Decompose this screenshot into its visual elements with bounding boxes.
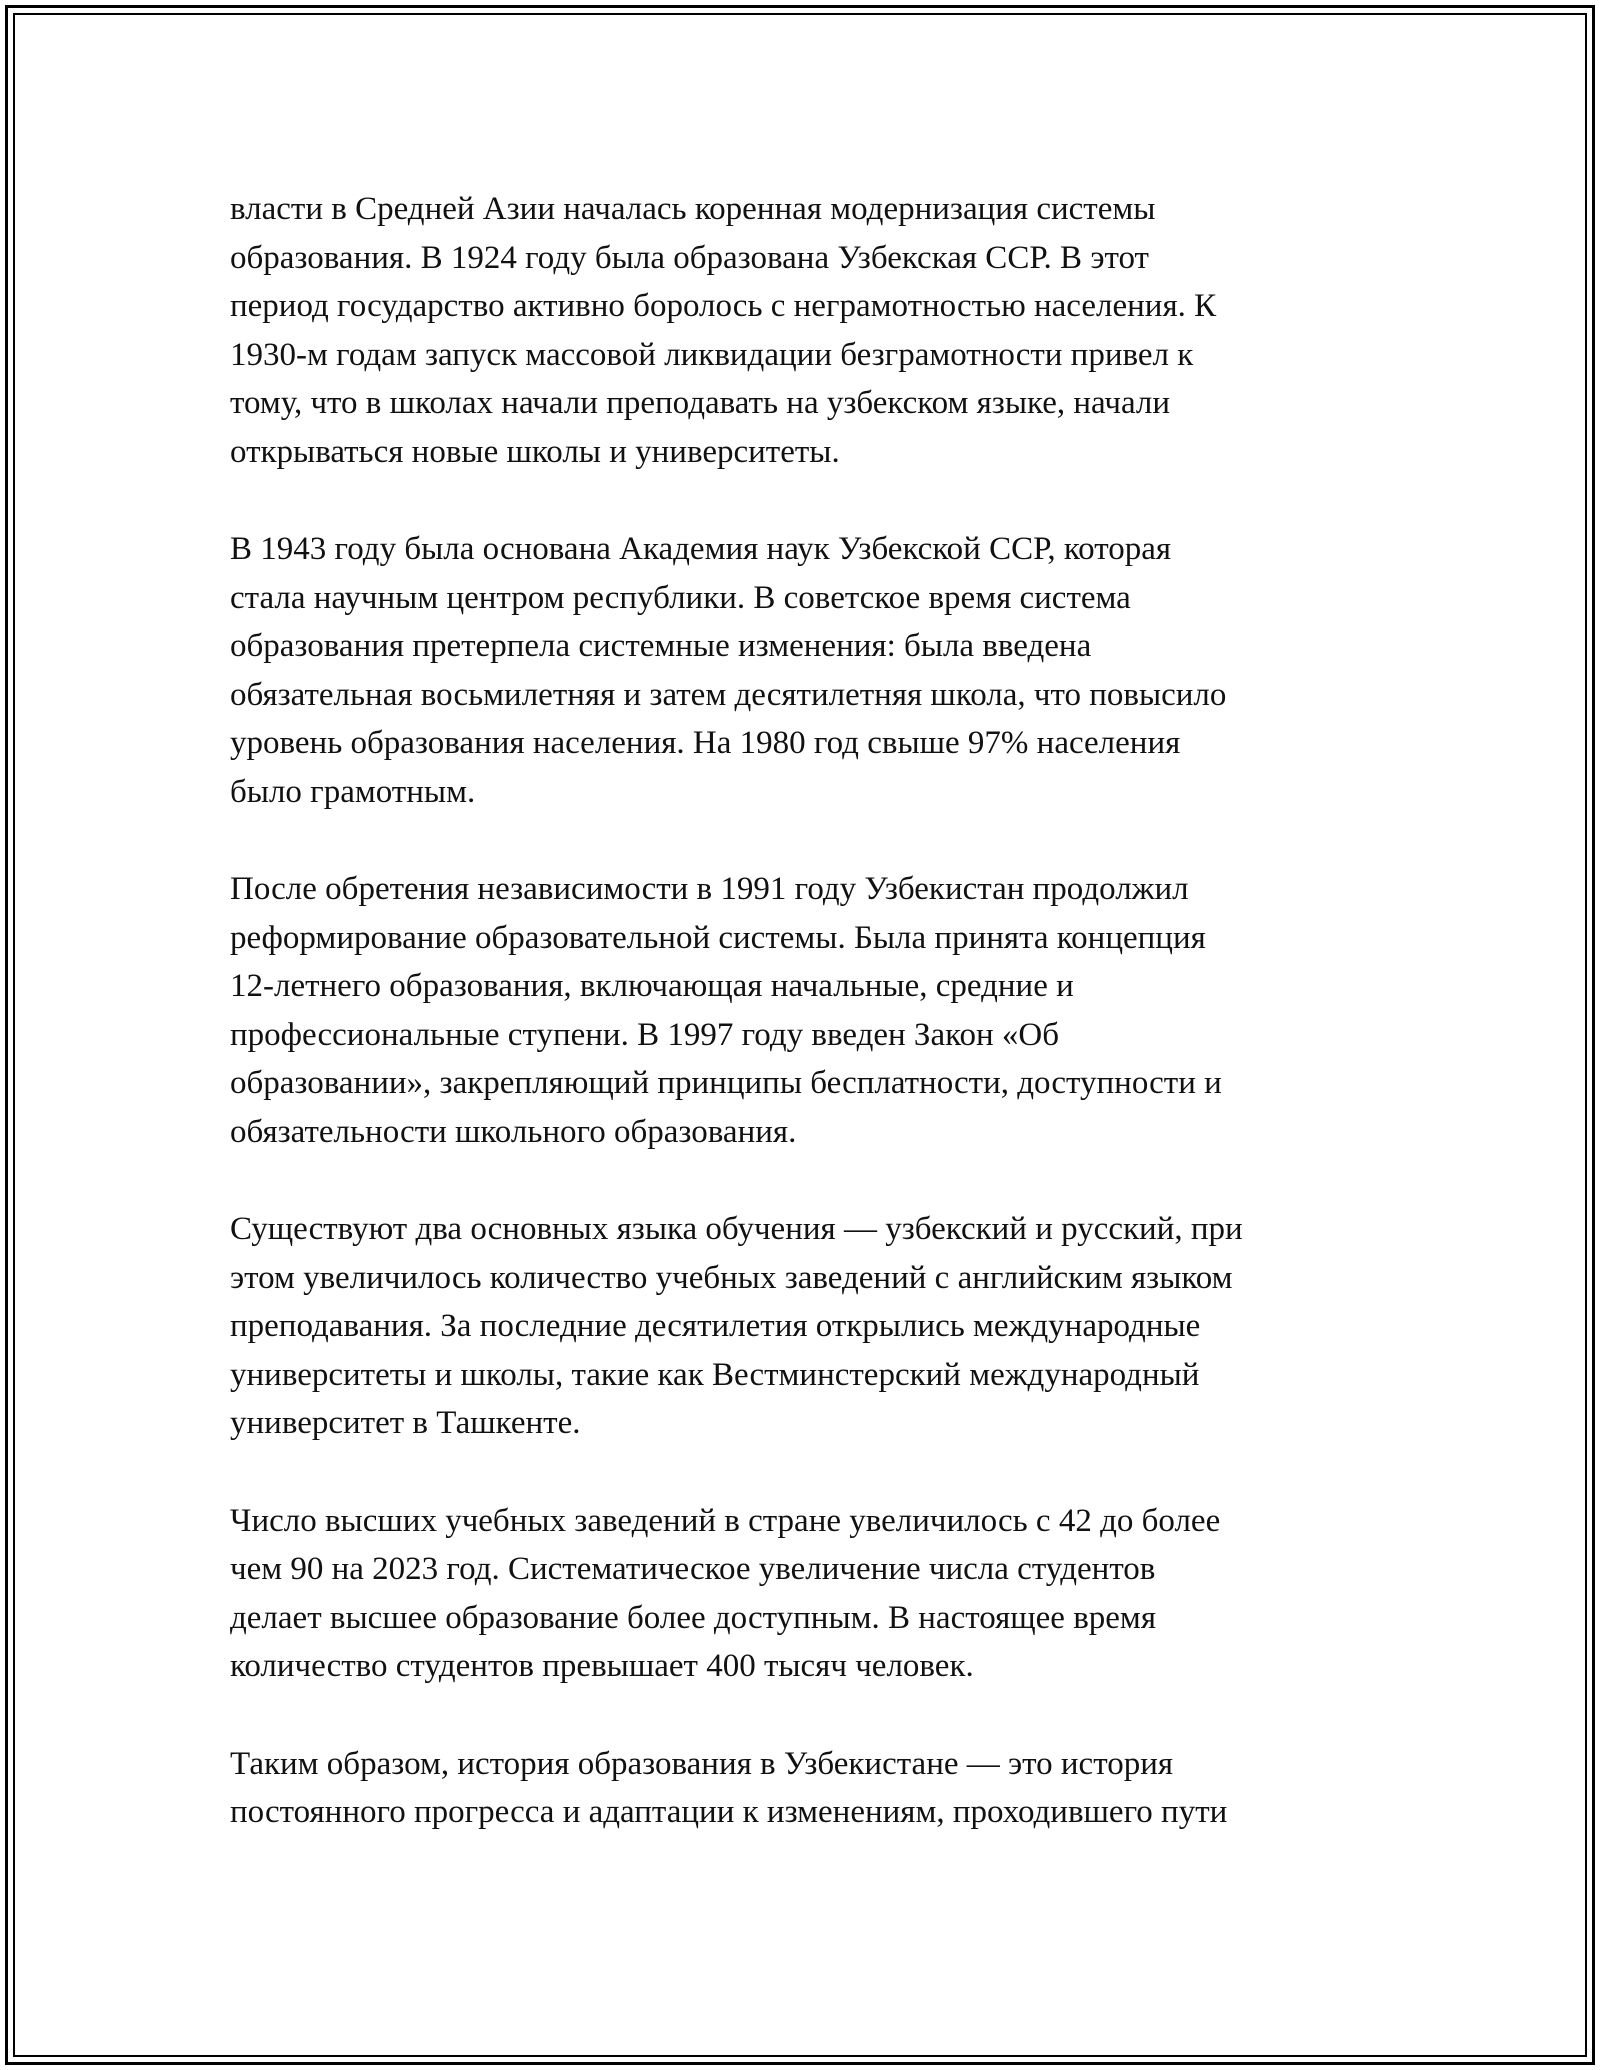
text-line: образовании», закрепляющий принципы бесплатности, доступности и (230, 1065, 1222, 1101)
text-line: Число высших учебных заведений в стране увеличилось с 42 до более (230, 1502, 1221, 1539)
document-body (230, 185, 1400, 1886)
text-line: реформирование образовательной системы. Была принята концепция (230, 919, 1206, 956)
text-line: В 1943 году была основана Академия наук Узбекской ССР, которая (230, 531, 1172, 567)
text-line: было грамотным. (230, 773, 476, 810)
text-line: стала научным центром республики. В советское время система (230, 579, 1131, 616)
text-line: количество студентов превышает 400 тысяч человек. (230, 1648, 974, 1684)
text-line: 12-летнего образования, включающая начальные, средние и (230, 968, 1074, 1004)
text-line: преподавания. За последние десятилетия открылись международные (230, 1308, 1201, 1344)
text-line: университеты и школы, такие как Вестминстерский международный (230, 1356, 1200, 1393)
paragraph-4 (230, 1205, 1400, 1448)
text-line: обязательная восьмилетняя и затем десятилетняя школа, что повысило (230, 676, 1227, 713)
text-line: постоянного прогресса и адаптации к изменениям, проходившего пути (230, 1794, 1228, 1830)
text-line: этом увеличилось количество учебных заведений с английским языком (230, 1259, 1233, 1296)
text-line: уровень образования населения. На 1980 год свыше 97% населения (230, 725, 1181, 761)
text-line: делает высшее образование более доступным. В настоящее время (230, 1599, 1156, 1636)
text-line: период государство активно боролось с неграмотностью населения. К (230, 288, 1217, 324)
paragraph-6 (230, 1740, 1400, 1837)
text-line: профессиональные ступени. В 1997 году введен Закон «Об (230, 1016, 1059, 1053)
text-line: 1930-м годам запуск массовой ликвидации безграмотности привел к (230, 336, 1194, 373)
paragraph-5 (230, 1497, 1400, 1691)
text-line: образования. В 1924 году была образована Узбекская ССР. В этот (230, 239, 1149, 276)
paragraph-3 (230, 865, 1400, 1156)
text-line: тому, что в школах начали преподавать на узбекском языке, начали (230, 385, 1171, 421)
paragraph-2 (230, 525, 1400, 816)
text-line: образования претерпела системные изменения: была введена (230, 628, 1092, 664)
text-line: чем 90 на 2023 год. Систематическое увеличение числа студентов (230, 1551, 1156, 1587)
text-line: открываться новые школы и университеты. (230, 433, 840, 470)
text-line: университет в Ташкенте. (230, 1405, 581, 1441)
text-line: Существуют два основных языка обучения — узбекский и русский, при (230, 1211, 1243, 1247)
text-line: После обретения независимости в 1991 году Узбекистан продолжил (230, 871, 1189, 907)
text-line: Таким образом, история образования в Узбекистане — это история (230, 1745, 1174, 1782)
text-line: власти в Средней Азии началась коренная модернизация системы (230, 191, 1156, 227)
paragraph-1 (230, 185, 1400, 476)
text-line: обязательности школьного образования. (230, 1113, 797, 1150)
